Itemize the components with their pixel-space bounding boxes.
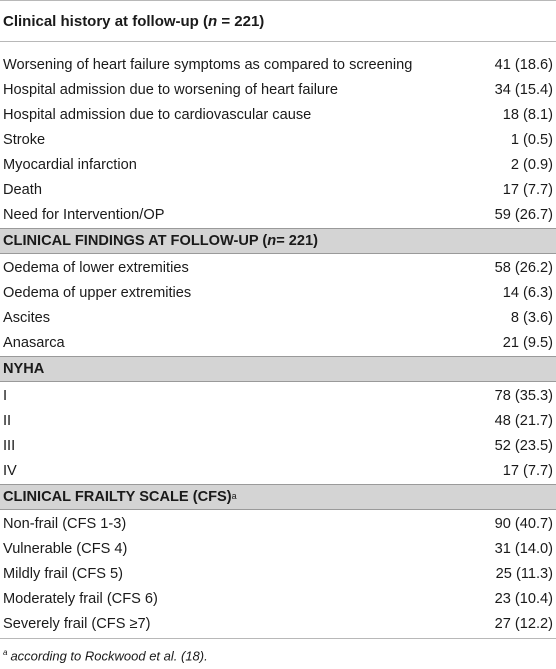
row-value: 58 (26.2) [494, 259, 553, 276]
table-row [0, 536, 556, 561]
row-label: Stroke [3, 131, 46, 148]
row-label: Need for Intervention/OP [3, 206, 165, 223]
row-value: 41 (18.6) [494, 56, 553, 73]
table-row [0, 52, 556, 77]
row-label: Ascites [3, 309, 51, 326]
table-row [0, 280, 556, 305]
table-row [0, 586, 556, 611]
row-value: 17 (7.7) [502, 181, 553, 198]
row-label: Death [3, 181, 42, 198]
row-label: IV [3, 462, 17, 479]
table-footnote [0, 648, 556, 663]
row-value: 18 (8.1) [502, 106, 553, 123]
footnote-text: according to Rockwood et al. (18). [10, 648, 208, 664]
header-title: Clinical history at follow-up (n = 221) [3, 12, 265, 30]
section-header: CLINICAL FRAILTY SCALE (CFS) $^a$ [0, 484, 556, 510]
row-value: 52 (23.5) [494, 437, 553, 454]
table-row [0, 458, 556, 483]
row-value: 23 (10.4) [494, 590, 553, 607]
row-value: 8 (3.6) [510, 309, 553, 326]
table-row [0, 102, 556, 127]
row-label: Severely frail (CFS ≥7) [3, 615, 151, 632]
row-label: Oedema of upper extremities [3, 284, 192, 301]
table-row [0, 127, 556, 152]
row-value: 48 (21.7) [494, 412, 553, 429]
row-value: 25 (11.3) [495, 565, 553, 582]
table-row [0, 433, 556, 458]
footnote-marker: a [3, 648, 8, 657]
row-label: Worsening of heart failure symptoms as compared to screening [3, 56, 413, 73]
row-label: Moderately frail (CFS 6) [3, 590, 158, 607]
row-value: 27 (12.2) [494, 615, 553, 632]
table-row [0, 408, 556, 433]
row-label: II [3, 412, 12, 429]
row-label: Oedema of lower extremities [3, 259, 189, 276]
row-value: 34 (15.4) [494, 81, 553, 98]
row-value: 17 (7.7) [502, 462, 553, 479]
row-label: Myocardial infarction [3, 156, 137, 173]
row-value: 59 (26.7) [494, 206, 553, 223]
row-label: Anasarca [3, 334, 65, 351]
section-header: CLINICAL FINDINGS AT FOLLOW-UP ( n = 221) [0, 228, 556, 254]
table-row [0, 202, 556, 227]
table-row [0, 561, 556, 586]
row-value: 14 (6.3) [502, 284, 553, 301]
row-value: 90 (40.7) [494, 515, 553, 532]
row-label: I [3, 387, 8, 404]
row-value: 2 (0.9) [510, 156, 553, 173]
table-row [0, 152, 556, 177]
row-label: Vulnerable (CFS 4) [3, 540, 128, 557]
row-label: Hospital admission due to cardiovascular cause [3, 106, 312, 123]
row-label: III [3, 437, 16, 454]
row-value: 21 (9.5) [502, 334, 553, 351]
table-row [0, 305, 556, 330]
table-bottom-rule [0, 638, 556, 639]
row-value: 78 (35.3) [494, 387, 553, 404]
row-label: Hospital admission due to worsening of heart failure [3, 81, 339, 98]
table-row [0, 330, 556, 355]
table-row [0, 77, 556, 102]
table-row [0, 511, 556, 536]
row-label: Non-frail (CFS 1-3) [3, 515, 127, 532]
table-row [0, 255, 556, 280]
section-header: NYHA [0, 356, 556, 382]
row-value: 1 (0.5) [510, 131, 553, 148]
table-header [0, 0, 556, 42]
table-row [0, 383, 556, 408]
row-value: 31 (14.0) [494, 540, 553, 557]
row-label: Mildly frail (CFS 5) [3, 565, 123, 582]
table-body [0, 52, 556, 636]
table-row [0, 177, 556, 202]
table-row [0, 611, 556, 636]
